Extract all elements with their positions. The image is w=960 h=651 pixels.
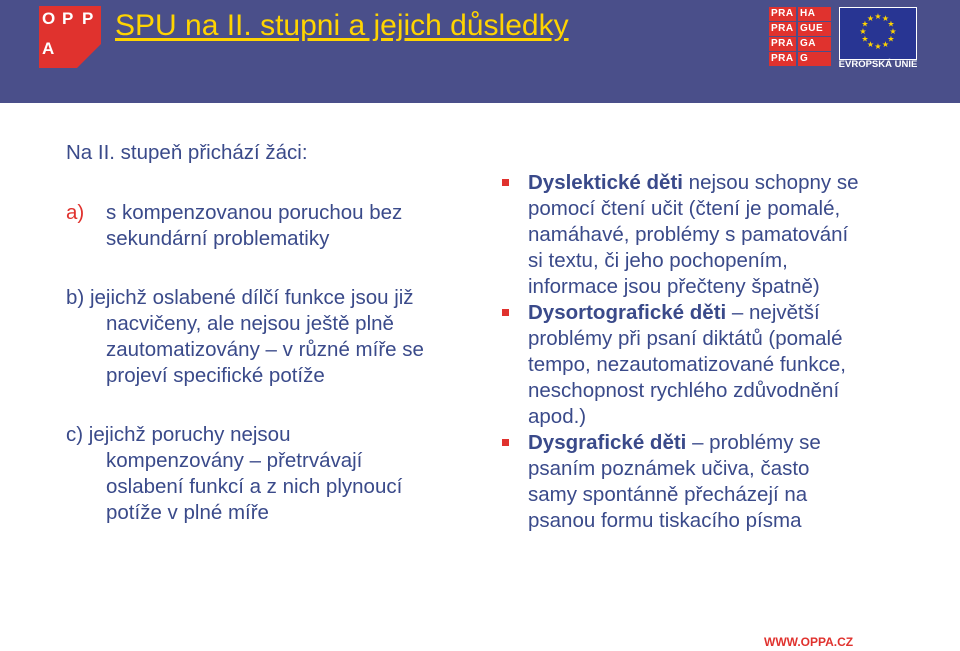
list-item	[66, 422, 486, 526]
praha-logo-cell: G	[798, 52, 831, 66]
bullet-line: nejsou schopny se	[682, 171, 859, 194]
item-letter: c)	[66, 423, 84, 446]
oppa-logo-letter: O	[42, 9, 56, 28]
svg-text:★: ★	[881, 14, 890, 23]
intro-text: Na II. stupeň přichází žáci:	[66, 141, 308, 164]
svg-text:★: ★	[866, 40, 875, 49]
list-item	[66, 200, 486, 252]
list-item	[66, 285, 486, 389]
svg-text:★: ★	[881, 40, 890, 49]
bullet-line: neschopnost rychlého zdůvodnění	[528, 379, 840, 402]
bullet-square-icon	[502, 309, 509, 316]
oppa-logo-letter: A	[42, 39, 55, 58]
bullet-term: Dysgrafické děti	[528, 431, 687, 454]
item-line: sekundární problematiky	[106, 227, 330, 250]
right-column	[500, 170, 920, 534]
item-line: projeví specifické potíže	[106, 364, 325, 387]
bullet-line: pomocí čtení učit (čtení je pomalé,	[528, 197, 841, 220]
item-line: zautomatizovány – v různé míře se	[106, 338, 424, 361]
praha-logo-cell: GUE	[798, 22, 831, 36]
svg-text:★: ★	[861, 19, 869, 29]
praha-logo-cell: PRA	[769, 7, 796, 21]
item-line: s kompenzovanou poruchou bez	[106, 201, 403, 224]
item-line: nacvičeny, ale nejsou ještě plně	[106, 312, 394, 335]
oppa-logo-corner	[77, 44, 101, 68]
item-letter: b)	[66, 286, 85, 309]
praha-logo-cell: PRA	[769, 52, 796, 66]
bullet-term: Dyslektické děti	[528, 171, 683, 194]
oppa-logo-letter: P	[82, 9, 94, 28]
bullet-item	[500, 300, 920, 430]
item-line: potíže v plné míře	[106, 501, 269, 524]
bullet-line: problémy při psaní diktátů (pomalé	[528, 327, 843, 350]
svg-text:★: ★	[861, 34, 869, 44]
bullet-line: – největší	[726, 301, 820, 324]
praha-logo-cell: GA	[798, 37, 831, 51]
svg-text:★: ★	[889, 27, 897, 36]
bullet-item	[500, 170, 920, 300]
bullet-line: informace jsou přečteny špatně)	[528, 275, 820, 298]
praha-logo	[769, 7, 831, 67]
eu-flag-icon	[839, 7, 917, 60]
page-title: SPU na II. stupni a jejich důsledky	[115, 9, 569, 42]
praha-logo-cell: HA	[798, 7, 831, 21]
bullet-line: psaním poznámek učiva, často	[528, 457, 810, 480]
svg-text:★: ★	[887, 34, 895, 44]
eu-stars-icon	[840, 8, 916, 59]
svg-text:★: ★	[859, 27, 867, 36]
bullet-line: psanou formu tiskacího písma	[528, 509, 802, 532]
svg-text:★: ★	[866, 14, 875, 23]
praha-logo-cell: PRA	[769, 22, 796, 36]
item-letter: a)	[66, 201, 85, 224]
svg-text:★: ★	[874, 12, 882, 21]
bullet-line: – problémy se	[686, 431, 821, 454]
left-column	[66, 140, 486, 559]
svg-text:★: ★	[874, 42, 882, 51]
svg-text:★: ★	[887, 19, 895, 29]
bullet-item	[500, 430, 920, 534]
oppa-logo	[39, 6, 101, 68]
bullet-square-icon	[502, 179, 509, 186]
bullet-line: si textu, či jeho pochopením,	[528, 249, 788, 272]
oppa-logo-letter: P	[62, 9, 74, 28]
item-line: jejichž poruchy nejsou	[88, 423, 291, 446]
bullet-line: apod.)	[528, 405, 587, 428]
item-line: oslabení funkcí a z nich plynoucí	[106, 475, 403, 498]
bullet-line: namáhavé, problémy s pamatování	[528, 223, 849, 246]
bullet-line: samy spontánně přecházejí na	[528, 483, 808, 506]
header-band	[0, 0, 960, 103]
item-line: kompenzovány – přetrvávají	[106, 449, 363, 472]
footer-url: WWW.OPPA.CZ	[764, 635, 854, 649]
bullet-line: tempo, nezautomatizované funkce,	[528, 353, 846, 376]
eu-label: EVROPSKÁ UNIE	[838, 59, 918, 70]
praha-logo-cell: PRA	[769, 37, 796, 51]
bullet-square-icon	[502, 439, 509, 446]
bullet-term: Dysortografické děti	[528, 301, 727, 324]
item-line: jejichž oslabené dílčí funkce jsou již	[89, 286, 414, 309]
